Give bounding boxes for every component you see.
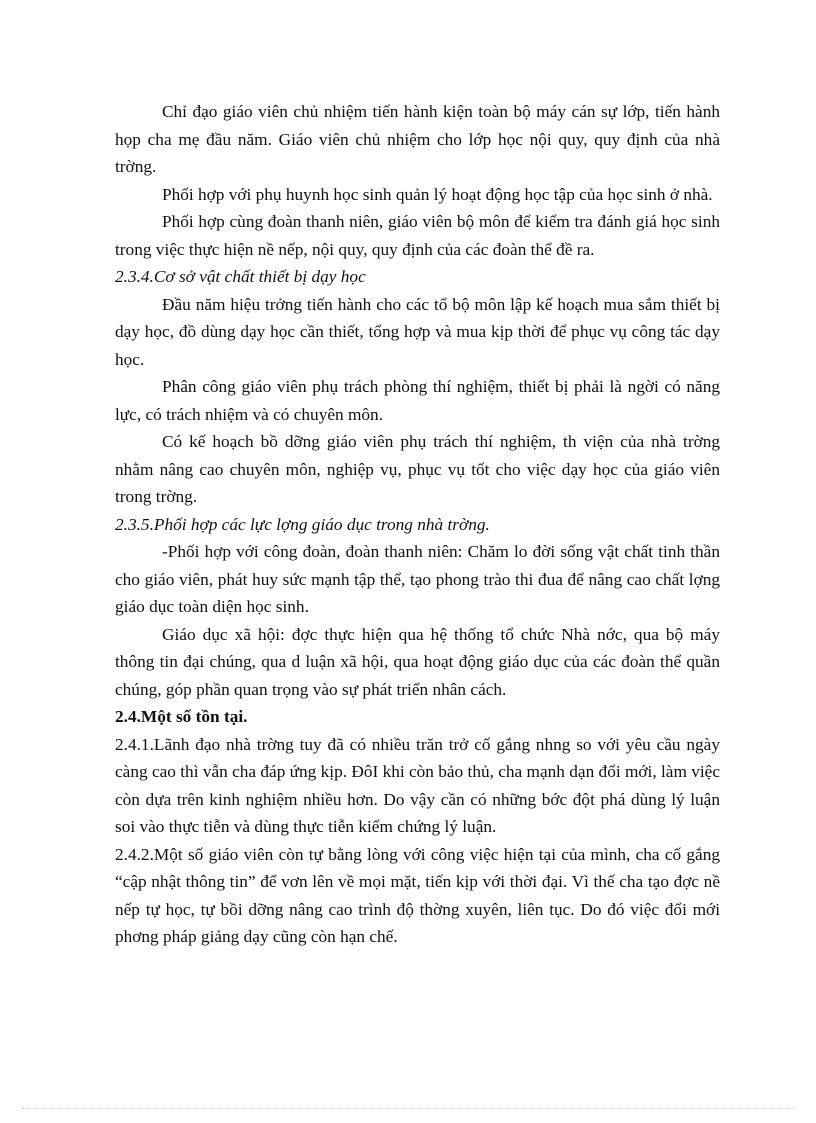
paragraph-social-education: Giáo dục xã hội: đợc thực hiện qua hệ thống tổ chức Nhà nớc, qua bộ máy thông tin đại chúng, qua d luận xã hội, qua hoạt động giáo dục của các đoàn thể quần chúng, góp phần quan trọng vào sự phát triển nhân cách. xyxy=(115,624,720,699)
paragraph-staff-training: Có kế hoạch bồ dỡng giáo viên phụ trách thí nghiệm, th viện của nhà trờng nhằm nâng cao chuyên môn, nghiệp vụ, phục vụ tốt cho việc dạy học của giáo viên trong trờng. xyxy=(115,432,720,506)
footer-divider xyxy=(22,1108,794,1109)
subheading-education-forces: 2.3.5.Phối hợp các lực lợng giáo dục trong nhà trờng. xyxy=(115,514,490,534)
paragraph-parent-coordination: Phối hợp với phụ huynh học sinh quản lý hoạt động học tập của học sinh ở nhà. xyxy=(162,184,713,204)
paragraph-youth-union-coordination: Phối hợp cùng đoàn thanh niên, giáo viên bộ môn để kiểm tra đánh giá học sinh trong việc thực hiện nề nếp, nội quy, quy định của các đoàn thể đề ra. xyxy=(115,212,720,259)
paragraph-lab-staffing: Phân công giáo viên phụ trách phòng thí nghiệm, thiết bị phải là ngời có năng lực, có trách nhiệm và có chuyên môn. xyxy=(115,377,720,424)
paragraph-equipment-planning: Đầu năm hiệu trởng tiến hành cho các tổ bộ môn lập kế hoạch mua sắm thiết bị dạy học, đồ dùng dạy học cần thiết, tổng hợp và mua kịp thời để phục vụ công tác dạy học. xyxy=(115,294,720,369)
document-body xyxy=(115,98,720,951)
section-heading-shortcomings: 2.4.Một số tồn tại. xyxy=(115,707,248,726)
paragraph-teacher-shortcomings: 2.4.2.Một số giáo viên còn tự bằng lòng với công việc hiện tại của mình, cha cố gắng “cập nhật thông tin” để vơn lên về mọi mặt, tiến kịp với thời đại. Vì thế cha tạo đợc nề nếp tự học, tự bồi dỡng nâng cao trình độ thờng xuyên, liên tục. Do đó việc đổi mới phơng pháp giảng dạy cũng còn hạn chế. xyxy=(115,844,720,946)
paragraph-homeroom-direction: Chỉ đạo giáo viên chủ nhiệm tiến hành kiện toàn bộ máy cán sự lớp, tiến hành họp cha mẹ đầu năm. Giáo viên chủ nhiệm cho lớp học nội quy, quy định của nhà trờng. xyxy=(115,102,720,176)
paragraph-leadership-shortcomings: 2.4.1.Lãnh đạo nhà trờng tuy đã có nhiều trăn trở cố gắng nhng so với yêu cầu ngày càng cao thì vẫn cha đáp ứng kịp. ĐôI khi còn bảo thủ, cha mạnh dạn đổi mới, làm việc còn dựa trên kinh nghiệm nhiều hơn. Do vậy cần có những bớc đột phá dùng lý luận soi vào thực tiễn và dùng thực tiễn kiểm chứng lý luận. xyxy=(115,734,720,836)
paragraph-union-coordination: -Phối hợp với công đoàn, đoàn thanh niên: Chăm lo đời sống vật chất tinh thần cho giáo viên, phát huy sức mạnh tập thể, tạo phong trào thi đua để nâng cao chất lợng giáo dục toàn diện học sinh. xyxy=(115,542,720,616)
subheading-facilities: 2.3.4.Cơ sở vật chất thiết bị dạy học xyxy=(115,267,366,286)
